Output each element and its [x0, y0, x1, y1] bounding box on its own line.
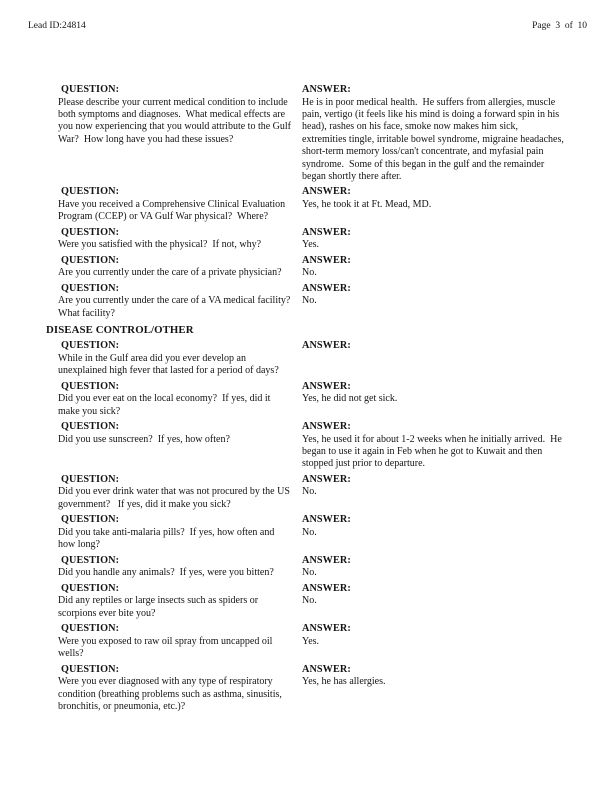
qa-row	[58, 555, 593, 580]
qa-row	[58, 340, 593, 377]
answer-label: ANSWER:	[302, 282, 351, 294]
question-text: Did you ever eat on the local economy? If yes, did it make you sick?	[58, 393, 273, 417]
qa-row	[58, 186, 593, 223]
qa-row	[58, 664, 593, 714]
qa-row	[58, 421, 593, 471]
answer-label: ANSWER:	[302, 473, 351, 485]
question-text: Did you take anti-malaria pills? If yes, how often and how long?	[58, 526, 277, 551]
answer-label: ANSWER:	[302, 186, 351, 198]
question-label: QUESTION:	[61, 186, 120, 198]
answer-label: ANSWER:	[302, 380, 351, 392]
question-label: QUESTION:	[61, 340, 120, 352]
answer-text: Yes, he did not get sick.	[302, 393, 398, 405]
question-block	[58, 664, 292, 714]
question-label: QUESTION:	[61, 554, 120, 566]
qa-row	[58, 84, 593, 183]
question-text: Did you use sunscreen? If yes, how often?	[58, 433, 230, 445]
answer-text: He is in poor medical health. He suffers from allergies, muscle pain, vertigo (it feels like his mind is doing a forward spin in his head), rashes on his face, smoke now makes him sick, extremities tingle, irritable bowel syndrome, migraine headaches, short-term memory loss/can't concentrate, and myfasial pain syndrome. Some of this began in the gulf and the remainder began shortly there after.	[302, 96, 567, 183]
qa-row	[58, 255, 593, 280]
answer-text: Yes.	[302, 635, 320, 647]
answer-block	[302, 255, 564, 280]
question-label: QUESTION:	[61, 473, 120, 485]
answer-text: No.	[302, 567, 317, 579]
question-label: QUESTION:	[61, 421, 120, 433]
qa-content	[46, 84, 593, 716]
answer-label: ANSWER:	[302, 554, 351, 566]
answer-text: No.	[302, 267, 317, 279]
answer-label: ANSWER:	[302, 514, 351, 526]
answer-block	[302, 623, 564, 648]
question-text: Please describe your current medical condition to include both symptoms and diagnoses. What medical effects are you now experiencing that you would attribute to the Gulf War? How long have you had these issues?	[58, 96, 294, 145]
answer-text: No.	[302, 595, 317, 607]
question-block	[58, 255, 292, 280]
answer-text: Yes.	[302, 239, 320, 251]
question-block	[58, 186, 292, 223]
answer-block	[302, 555, 564, 580]
answer-block	[302, 474, 564, 499]
question-text: Were you ever diagnosed with any type of respiratory condition (breathing problems such as asthma, sinusitis, bronchitis, or pneumonia, etc.)?	[58, 676, 285, 712]
question-text: Did any reptiles or large insects such as spiders or scorpions ever bite you?	[58, 595, 261, 619]
answer-label: ANSWER:	[302, 663, 351, 675]
answer-block	[302, 340, 564, 353]
question-label: QUESTION:	[61, 226, 120, 238]
question-block	[58, 84, 292, 146]
question-block	[58, 555, 292, 580]
question-block	[58, 421, 292, 446]
answer-block	[302, 381, 564, 406]
question-text: Have you received a Comprehensive Clinical Evaluation Program (CCEP) or VA Gulf War physical? Where?	[58, 199, 288, 223]
question-label: QUESTION:	[61, 84, 120, 95]
question-block	[58, 583, 292, 620]
qa-row	[58, 227, 593, 252]
qa-row	[58, 381, 593, 418]
answer-block	[302, 84, 567, 183]
question-label: QUESTION:	[61, 623, 120, 635]
question-text: Are you currently under the care of a private physician?	[58, 267, 282, 279]
question-text: Were you exposed to raw oil spray from uncapped oil wells?	[58, 635, 275, 660]
qa-row	[58, 283, 593, 320]
answer-block	[302, 421, 564, 471]
question-text: Are you currently under the care of a VA medical facility? What facility?	[58, 295, 296, 319]
qa-row	[58, 623, 593, 660]
answer-block	[302, 514, 564, 539]
answer-label: ANSWER:	[302, 254, 351, 266]
question-block	[58, 227, 292, 252]
question-block	[58, 623, 292, 660]
answer-block	[302, 227, 564, 252]
qa-row	[58, 474, 593, 511]
answer-block	[302, 186, 564, 211]
question-label: QUESTION:	[61, 282, 120, 294]
answer-block	[302, 664, 564, 689]
answer-block	[302, 583, 564, 608]
question-label: QUESTION:	[61, 254, 120, 266]
answer-label: ANSWER:	[302, 582, 351, 594]
qa-row	[58, 583, 593, 620]
page-header	[28, 20, 587, 32]
question-text: Were you satisfied with the physical? If not, why?	[58, 239, 262, 251]
answer-label: ANSWER:	[302, 421, 351, 433]
question-text: Did you ever drink water that was not procured by the US government? If yes, did it make you sick?	[58, 486, 293, 510]
question-block	[58, 340, 292, 377]
qa-row	[58, 514, 593, 551]
question-label: QUESTION:	[61, 582, 120, 594]
section-heading: DISEASE CONTROL/OTHER	[46, 324, 194, 337]
answer-text: Yes, he took it at Ft. Mead, MD.	[302, 199, 432, 211]
answer-text: No.	[302, 526, 317, 538]
answer-text: No.	[302, 486, 317, 498]
page-number-label: Page 3 of 10	[532, 21, 587, 31]
answer-text: Yes, he has allergies.	[302, 676, 386, 688]
answer-text: No.	[302, 295, 317, 307]
question-label: QUESTION:	[61, 663, 120, 675]
answer-label: ANSWER:	[302, 340, 351, 352]
question-text: Did you handle any animals? If yes, were you bitten?	[58, 567, 274, 579]
answer-label: ANSWER:	[302, 84, 351, 95]
question-label: QUESTION:	[61, 514, 120, 526]
answer-label: ANSWER:	[302, 226, 351, 238]
question-block	[58, 514, 292, 551]
lead-id-label: Lead ID:24814	[28, 21, 86, 31]
question-label: QUESTION:	[61, 380, 120, 392]
question-block	[58, 474, 292, 511]
answer-text: Yes, he used it for about 1-2 weeks when he initially arrived. He began to use it again in Feb when he got to Kuwait and then stopped just prior to departure.	[302, 433, 565, 470]
question-text: While in the Gulf area did you ever develop an unexplained high fever that lasted for a period of days?	[58, 352, 279, 377]
question-block	[58, 282, 296, 320]
question-block	[58, 381, 292, 418]
answer-label: ANSWER:	[302, 623, 351, 635]
answer-block	[302, 283, 564, 308]
